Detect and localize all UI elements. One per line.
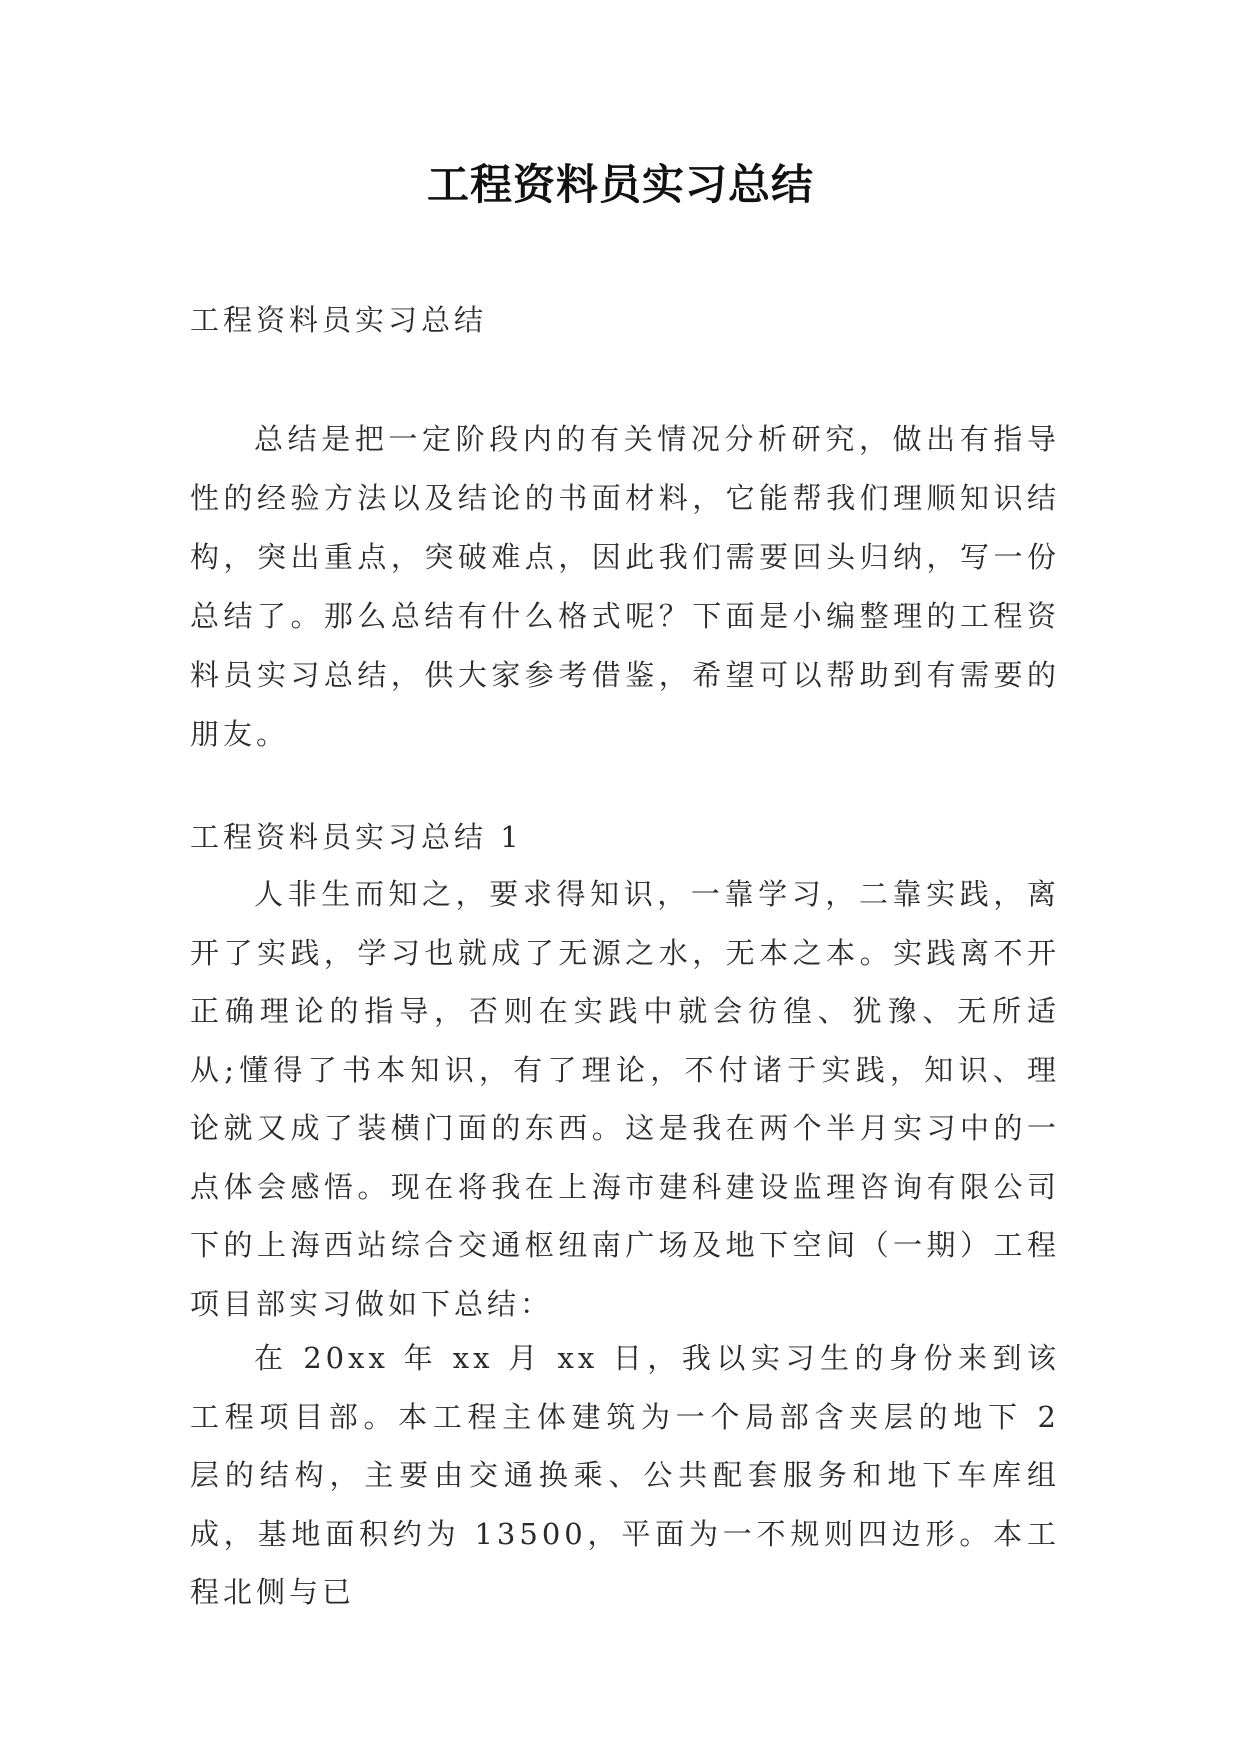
article-paragraph-2: 在 20xx 年 xx 月 xx 日，我以实习生的身份来到该工程项目部。本工程主体建筑为一个局部含夹层的地下 2 层的结构，主要由交通换乘、公共配套服务和地下车库组成，基地面积约为 13500，平面为一不规则四边形。本工程北侧与已 [190,1341,1060,1609]
section-heading: 工程资料员实习总结 [190,303,488,337]
intro-paragraph: 总结是把一定阶段内的有关情况分析研究，做出有指导性的经验方法以及结论的书面材料，它能帮我们理顺知识结构，突出重点，突破难点，因此我们需要回头归纳，写一份总结了。那么总结有什么格式呢？下面是小编整理的工程资料员实习总结，供大家参考借鉴，希望可以帮助到有需要的朋友。 [190,422,1060,751]
article-paragraph-1: 人非生而知之，要求得知识，一靠学习，二靠实践，离开了实践，学习也就成了无源之水，无本之本。实践离不开正确理论的指导，否则在实践中就会彷徨、犹豫、无所适从;懂得了书本知识，有了理论，不付诸于实践，知识、理论就又成了装横门面的东西。这是我在两个半月实习中的一点体会感悟。现在将我在上海市建科建设监理咨询有限公司下的上海西站综合交通枢纽南广场及地下空间（一期）工程项目部实习做如下总结： [190,877,1060,1321]
article-heading: 工程资料员实习总结 1 [190,820,523,854]
document-title: 工程资料员实习总结 [426,160,814,209]
